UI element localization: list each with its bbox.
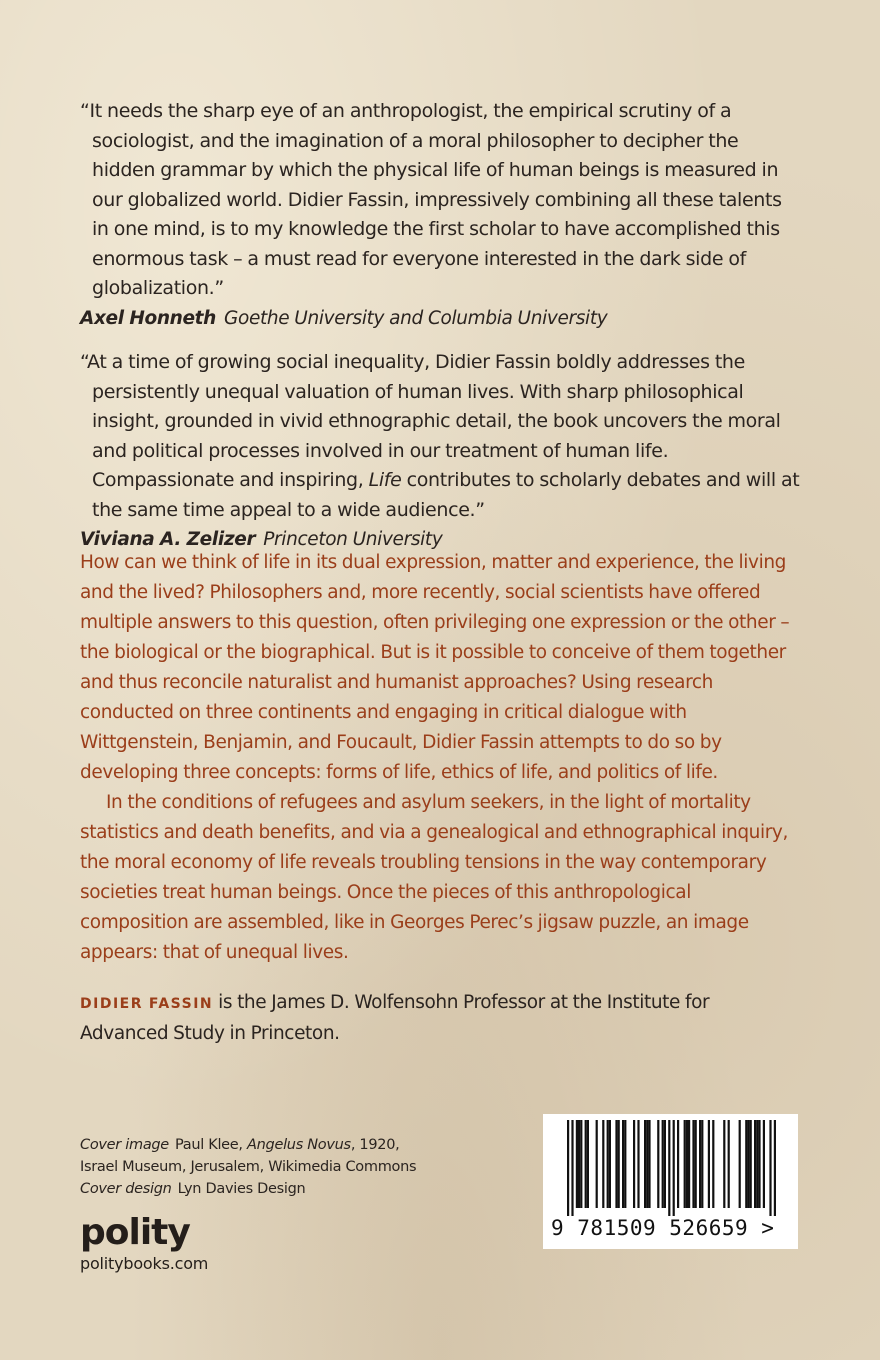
book-description (80, 548, 800, 968)
author-bio-text: is the James D. Wolfensohn Professor at the Institute for Advanced Study in Princeton. (80, 992, 710, 1044)
author-name: DIDIER FASSIN (80, 996, 214, 1012)
endorsement-zelizer (80, 348, 800, 555)
isbn-number: 9 781509 526659 > (551, 1216, 775, 1240)
barcode-bar (664, 1120, 666, 1208)
barcode-bar (648, 1120, 650, 1208)
quote-text: “At a time of growing social inequality, Didier Fassin boldly addresses the persistently unequal valuation of human lives. With sharp philosophical insight, grounded in vivid ethnographic detail, the book uncovers the moral and political processes involved in our treatment of human life. Compassionate and inspiring, (80, 351, 781, 491)
endorser-affiliation: Goethe University and Columbia University (223, 307, 608, 329)
endorsement-quote: “It needs the sharp eye of an anthropologist, the empirical scrutiny of a sociologist, and the imagination of a moral philosopher to decipher the hidden grammar by which the physical life of human beings is measured in our globalized world. Didier Fassin, impressively combining all these talents in one mind, is to my knowledge the first scholar to have accomplished this enormous task – a must read for everyone interested in the dark side of globalization.” (80, 100, 782, 299)
endorsement-attribution (80, 304, 800, 334)
description-paragraph: How can we think of life in its dual expression, matter and experience, the living and the lived? Philosophers and, more recently, social scientists have offered multiple answers to this question, often privileging one expression or the other – the biological or the biographical. But is it possible to conceive of them together and thus reconcile naturalist and humanist approaches? Using research conducted on three continents and engaging in critical dialogue with Wittgenstein, Benjamin, and Foucault, Didier Fassin attempts to do so by developing three concepts: forms of life, ethics of life, and politics of life. (80, 552, 790, 783)
barcode-bar (692, 1120, 694, 1208)
barcode-bar (774, 1120, 776, 1216)
quote-text: contributes to scholarly debates and will at the same time appeal to a wide audience.” (92, 469, 800, 521)
cover-image-credit (80, 1134, 520, 1156)
barcode-bar (728, 1120, 730, 1208)
credit-designer: Lyn Davies Design (177, 1181, 306, 1197)
barcode-bar (701, 1120, 703, 1208)
barcode-bar (633, 1120, 635, 1208)
barcode-bar (596, 1120, 598, 1208)
endorsement-honneth (80, 97, 800, 334)
barcode-bar (708, 1120, 710, 1208)
credit-artwork-title: Angelus Novus (247, 1137, 351, 1153)
barcode-bar (758, 1120, 760, 1208)
endorser-affiliation: Princeton University (263, 529, 443, 550)
barcode-bar (756, 1120, 758, 1208)
barcode-bar (622, 1120, 624, 1208)
barcode-bar (637, 1120, 639, 1208)
publisher-block (80, 1212, 208, 1274)
credit-label: Cover design (80, 1181, 172, 1197)
barcode-bar (602, 1120, 604, 1208)
barcode-bar (747, 1120, 749, 1208)
barcode-bar (763, 1120, 765, 1208)
barcode-bar (695, 1120, 697, 1208)
barcode-bar (699, 1120, 701, 1208)
barcode-bar (750, 1120, 752, 1208)
cover-credits (80, 1134, 520, 1200)
publisher-logo: polity (80, 1212, 190, 1253)
barcode-bar (668, 1120, 670, 1216)
publisher-url: politybooks.com (80, 1254, 209, 1273)
cover-image-credit-source: Israel Museum, Jerusalem, Wikimedia Commons (80, 1159, 417, 1175)
author-bio (80, 988, 800, 1049)
cover-design-credit (80, 1178, 520, 1200)
barcode-bar (607, 1120, 609, 1208)
barcode-bar (571, 1120, 573, 1216)
barcode-bar (646, 1120, 648, 1208)
endorser-name: Viviana A. Zelizer (80, 529, 256, 550)
barcode-bar (578, 1120, 580, 1208)
barcode-bar (587, 1120, 589, 1208)
barcode-bar (673, 1120, 675, 1216)
barcode-bar (567, 1120, 569, 1216)
credit-year: , 1920, (350, 1137, 400, 1153)
credit-artist: Paul Klee, (174, 1137, 248, 1153)
barcode-bars (567, 1120, 777, 1216)
barcode-bar (657, 1120, 659, 1208)
isbn-barcode (543, 1114, 798, 1249)
barcode-bar (615, 1120, 617, 1208)
endorser-name: Axel Honneth (80, 307, 216, 329)
barcode-bar (644, 1120, 646, 1208)
barcode-bar (677, 1120, 679, 1208)
quote-book-title: Life (368, 469, 402, 491)
barcode-bar (585, 1120, 587, 1208)
endorsement-quote (80, 348, 800, 525)
barcode-bar (712, 1120, 714, 1208)
credit-label: Cover image (80, 1137, 169, 1153)
description-paragraph: In the conditions of refugees and asylum seekers, in the light of mortality statistics and death benefits, and via a genealogical and ethnographical inquiry, the moral economy of life reveals troubling tensions in the way contemporary societies treat human beings. Once the pieces of this anthropological composition are assembled, like in Georges Perec’s jigsaw puzzle, an image appears: that of unequal lives. (80, 792, 788, 963)
barcode-bar (662, 1120, 664, 1208)
barcode-bar (754, 1120, 756, 1208)
barcode-bar (723, 1120, 725, 1208)
barcode-bar (769, 1120, 771, 1216)
barcode-bar (618, 1120, 620, 1208)
barcode-bar (688, 1120, 690, 1208)
barcode-bar (686, 1120, 688, 1208)
barcode-bar (609, 1120, 611, 1208)
barcode-bar (739, 1120, 741, 1208)
barcode-bar (576, 1120, 578, 1208)
barcode-bar (684, 1120, 686, 1208)
barcode-bar (624, 1120, 626, 1208)
barcode-bar (580, 1120, 582, 1208)
barcode-bar (745, 1120, 747, 1208)
